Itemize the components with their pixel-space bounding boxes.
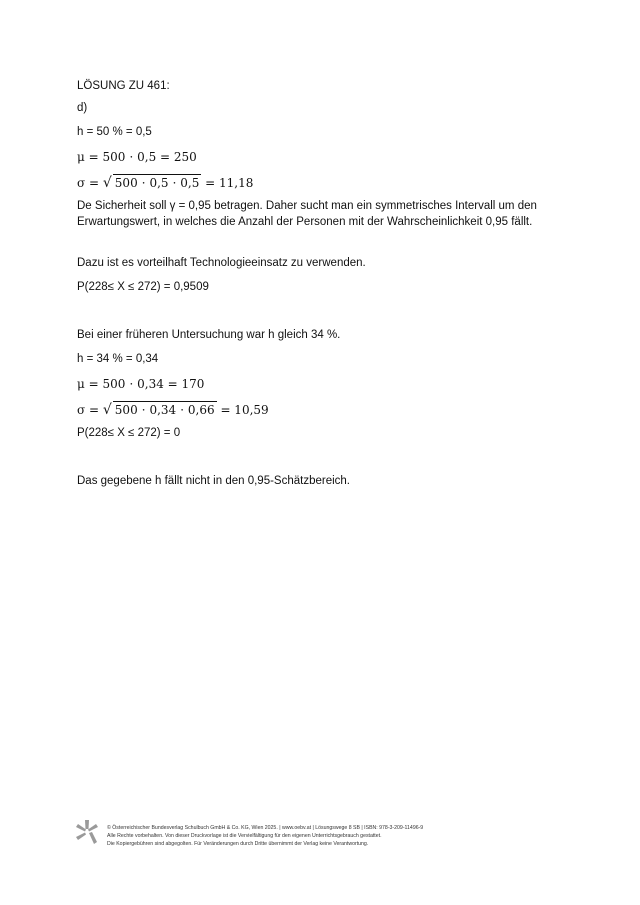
solution-heading: LÖSUNG ZU 461: — [77, 80, 170, 92]
probability-result-1: P(228≤ X ≤ 272) = 0,9509 — [77, 281, 209, 293]
h-value-2: h = 34 % = 0,34 — [77, 353, 159, 365]
sigma-result: = 11,18 — [201, 176, 254, 190]
sqrt-icon: √ — [102, 175, 112, 191]
sqrt-icon: √ — [102, 402, 112, 418]
sigma-result: = 10,59 — [216, 403, 269, 417]
footer-line-2: Alle Rechte vorbehalten. Von dieser Druckvorlage ist die Vervielfältigung für den eigenen Unterrichtsgebrauch gestattet. — [107, 833, 382, 839]
conclusion: Das gegebene h fällt nicht in den 0,95-Schätzbereich. — [77, 475, 350, 487]
sigma-formula-1 — [77, 174, 253, 191]
technology-note: Dazu ist es vorteilhaft Technologieeinsatz zu verwenden. — [77, 257, 366, 269]
mu-formula-1: μ = 500 ⋅ 0,5 = 250 — [77, 150, 197, 164]
earlier-study-intro: Bei einer früheren Untersuchung war h gleich 34 %. — [77, 329, 341, 341]
sigma-lhs: σ = — [77, 176, 103, 190]
paragraph-line-2: Erwartungswert, in welches die Anzahl der Personen mit der Wahrscheinlichkeit 0,95 fällt. — [77, 216, 533, 228]
probability-result-2: P(228≤ X ≤ 272) = 0 — [77, 427, 181, 439]
paragraph-line-1: De Sicherheit soll γ = 0,95 betragen. Daher sucht man ein symmetrisches Intervall um den — [77, 200, 537, 212]
footer — [107, 824, 423, 848]
sigma-lhs: σ = — [77, 403, 103, 417]
part-label: d) — [77, 102, 88, 114]
h-value-1: h = 50 % = 0,5 — [77, 126, 152, 138]
footer-line-3: Die Kopiergebühren sind abgegolten. Für Veränderungen durch Dritte übernimmt der Verlag keine Verantwortung. — [107, 841, 369, 847]
publisher-logo-icon — [76, 820, 98, 844]
footer-line-1: © Österreichischer Bundesverlag Schulbuch GmbH & Co. KG, Wien 2025. | www.oebv.at | Lösungswege 8 SB | ISBN: 978-3-209-11496-9 — [107, 825, 424, 831]
sigma-formula-2 — [77, 401, 269, 418]
mu-formula-2: μ = 500 ⋅ 0,34 = 170 — [77, 377, 205, 391]
sigma-radicand: 500 ⋅ 0,34 ⋅ 0,66 — [114, 403, 215, 417]
sigma-radicand: 500 ⋅ 0,5 ⋅ 0,5 — [114, 176, 200, 190]
